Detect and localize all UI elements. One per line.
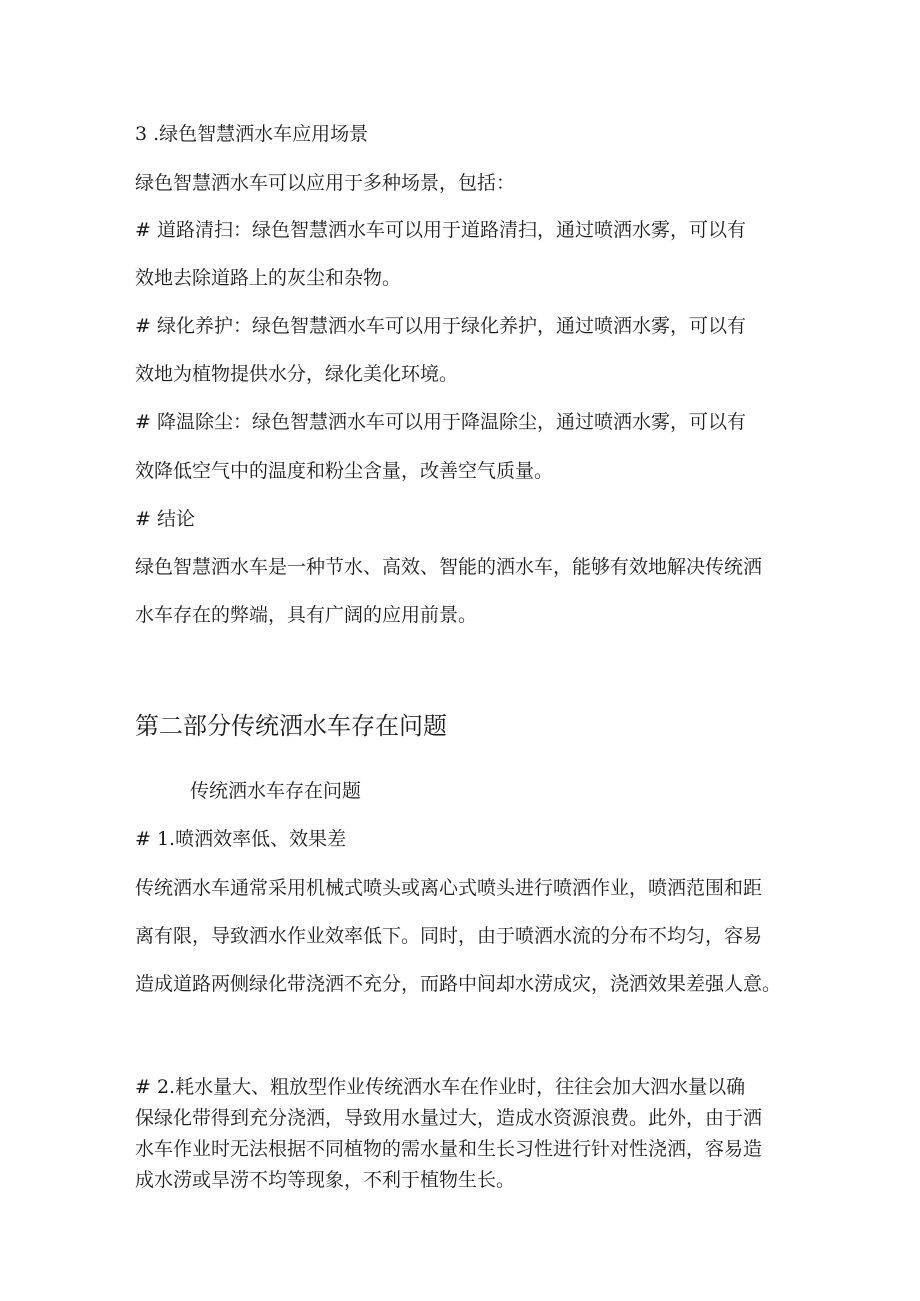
part-subtitle: 传统洒水车存在问题 xyxy=(190,780,362,802)
list-item-line: 效降低空气中的温度和粉尘含量，改善空气质量。 xyxy=(135,460,554,482)
paragraph-line: # 2.耗水量大、粗放型作业传统洒水车在作业时，往往会加大泗水量以确 xyxy=(135,1076,746,1098)
list-item-line: # 降温除尘：绿色智慧洒水车可以用于降温除尘，通过喷洒水雾，可以有 xyxy=(135,411,746,433)
section-title: 3 .绿色智慧洒水车应用场景 xyxy=(135,123,369,145)
part-title: 第二部分传统洒水车存在问题 xyxy=(135,712,447,740)
paragraph-line: 离有限，导致洒水作业效率低下。同时，由于喷洒水流的分布不均匀，容易 xyxy=(135,925,763,947)
conclusion-heading: # 结论 xyxy=(135,508,195,530)
paragraph-line: 水车存在的弊端，具有广阔的应用前景。 xyxy=(135,604,478,626)
paragraph-line: 成水涝或旱涝不均等现象，不利于植物生长。 xyxy=(135,1169,516,1191)
list-item-line: # 绿化养护：绿色智慧洒水车可以用于绿化养护，通过喷洒水雾，可以有 xyxy=(135,315,746,337)
list-item-line: # 道路清扫：绿色智慧洒水车可以用于道路清扫，通过喷洒水雾，可以有 xyxy=(135,219,746,241)
list-item-line: 效地去除道路上的灰尘和杂物。 xyxy=(135,267,402,289)
list-item-line: 效地为植物提供水分，绿化美化环境。 xyxy=(135,363,459,385)
paragraph-line: 造成道路两侧绿化带浇洒不充分，而路中间却水涝成灾，浇洒效果差强人意。 xyxy=(135,973,782,995)
paragraph-line: 水车作业时无法根据不同植物的需水量和生长习性进行针对性浇洒，容易造 xyxy=(135,1138,763,1160)
problem-heading: # 1.喷洒效率低、效果差 xyxy=(135,828,347,850)
paragraph-line: 传统洒水车通常采用机械式喷头或离心式喷头进行喷洒作业，喷洒范围和距 xyxy=(135,877,763,899)
section-intro: 绿色智慧洒水车可以应用于多种场景，包括： xyxy=(135,172,516,194)
paragraph-line: 绿色智慧洒水车是一种节水、高效、智能的洒水车，能够有效地解决传统洒 xyxy=(135,556,763,578)
paragraph-line: 保绿化带得到充分浇洒，导致用水量过大，造成水资源浪费。此外，由于洒 xyxy=(135,1107,763,1129)
